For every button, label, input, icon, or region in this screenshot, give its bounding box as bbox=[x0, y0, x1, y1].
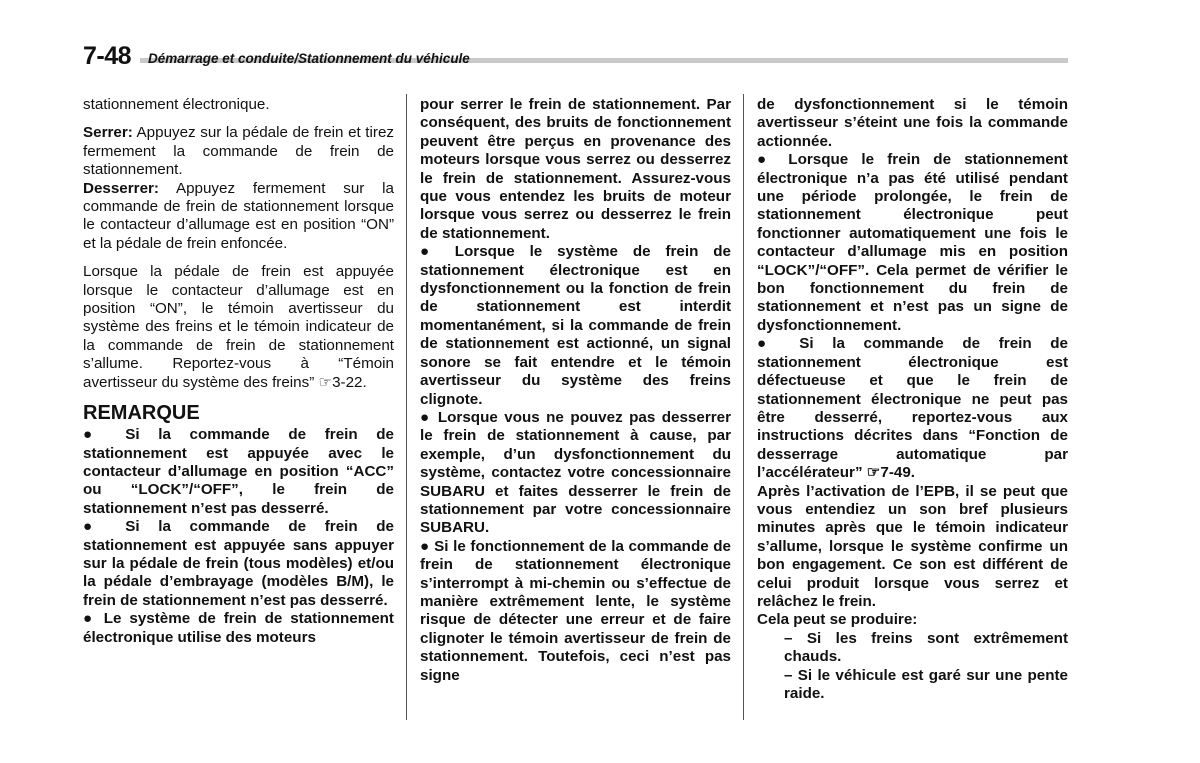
text-column-2 bbox=[420, 96, 731, 685]
paragraph: Après l’activation de l’EPB, il se peut que vous entendiez un son bref plusieurs minutes après que le témoin indicateur s’allume, lorsque le système confirme un bon engagement. Ce son est différent de celui produit lorsque vous serrez et relâchez le frein. bbox=[757, 482, 1068, 610]
paragraph: pour serrer le frein de stationnement. Par conséquent, des bruits de fonctionnement peuvent être perçus en provenance des moteurs lorsque vous serrez ou desserrez le frein de stationnement. Assurez-vous que vous entendez les bruits de moteur lorsque vous serrez ou desserrez le frein de stationnement. bbox=[420, 96, 731, 242]
dash-item: – Si les freins sont extrêmement chauds. bbox=[784, 629, 1068, 666]
bullet-item: ● Si la commande de frein de stationnement est appuyée sans appuyer sur la pédale de frein (tous modèles) et/ou la pédale d’embrayage (modèles B/M), le frein de stationnement n’est pas desserré. bbox=[83, 518, 394, 609]
paragraph-serrer bbox=[83, 124, 394, 179]
paragraph: Cela peut se produire: bbox=[757, 611, 918, 629]
dash-item: – Si le véhicule est garé sur une pente raide. bbox=[784, 666, 1068, 702]
paragraph-desserrer bbox=[83, 180, 394, 254]
section-title: Démarrage et conduite/Stationnement du véhicule bbox=[148, 51, 470, 66]
paragraph: de dysfonctionnement si le témoin avertisseur s’éteint une fois la commande actionnée. bbox=[757, 96, 1068, 150]
serrer-label: Serrer: bbox=[83, 124, 133, 142]
bullet-item: ● Lorsque le système de frein de stationnement électronique est en dysfonctionnement ou la fonction de frein de stationnement est interdit momentanément, si la commande de frein de stationnement est actionné, un signal sonore se fait entendre et le témoin avertisseur du système des freins clignote. bbox=[420, 243, 731, 408]
bullet-item: ● Si la commande de frein de stationnement est appuyée avec le contacteur d’allumage en position “ACC” ou “LOCK”/“OFF”, le frein de stationnement n’est pas desserré. bbox=[83, 426, 394, 517]
bullet-item: ● Lorsque le frein de stationnement électronique n’a pas été utilisé pendant une période prolongée, le frein de stationnement électronique peut fonctionner automatiquement une fois le contacteur d’allumage mis en position “LOCK”/“OFF”. Cela permet de vérifier le bon fonctionnement du frein de stationnement et n’est pas un signe de dysfonctionnement. bbox=[757, 151, 1068, 334]
remarque-heading: REMARQUE bbox=[83, 402, 200, 425]
desserrer-text: Appuyez fermement sur la commande de frein de stationnement lorsque le contacteur d’allumage est en position “ON” et la pédale de frein enfoncée. bbox=[83, 179, 394, 252]
bullet-item: ● Lorsque vous ne pouvez pas desserrer le frein de stationnement à cause, par exemple, d’un dysfonctionnement du système, contactez votre concessionnaire SUBARU et faites desserrer le frein de stationnement par votre concessionnaire SUBARU. bbox=[420, 408, 731, 537]
serrer-text: Appuyez sur la pédale de frein et tirez fermement la commande de frein de stationnement. bbox=[83, 124, 394, 179]
bullet-item: ● Si le fonctionnement de la commande de frein de stationnement électronique s’interrompt à mi-chemin ou s’effectue de manière extrêmement lente, le système risque de détecter une erreur et de faire clignoter le témoin avertisseur de frein de stationnement. Toutefois, ceci n’est pas signe bbox=[420, 537, 731, 684]
paragraph: Lorsque la pédale de frein est appuyée lorsque le contacteur d’allumage est en position “ON”, le témoin avertisseur du système des freins et le témoin indicateur de la commande de frein de stationnement s’allume. Reportez-vous à “Témoin avertisseur du système des freins” ☞3-22. bbox=[83, 263, 394, 391]
bullet-item: ● Le système de frein de stationnement électronique utilise des moteurs bbox=[83, 610, 394, 646]
paragraph: stationnement électronique. bbox=[83, 96, 270, 113]
bullet-item: ● Si la commande de frein de stationnement électronique est défectueuse et que le frein de stationnement électronique ne peut pas être desserré, reportez-vous aux instructions décrites dans “Fonction de desserrage automatique par l’accélérateur” ☞7-49. bbox=[757, 335, 1068, 482]
page-number: 7-48 bbox=[83, 42, 132, 70]
desserrer-label: Desserrer: bbox=[83, 179, 159, 197]
column-divider bbox=[743, 94, 744, 720]
text-column-3 bbox=[757, 96, 1068, 703]
text-column-1 bbox=[83, 96, 394, 647]
column-divider bbox=[406, 94, 407, 720]
